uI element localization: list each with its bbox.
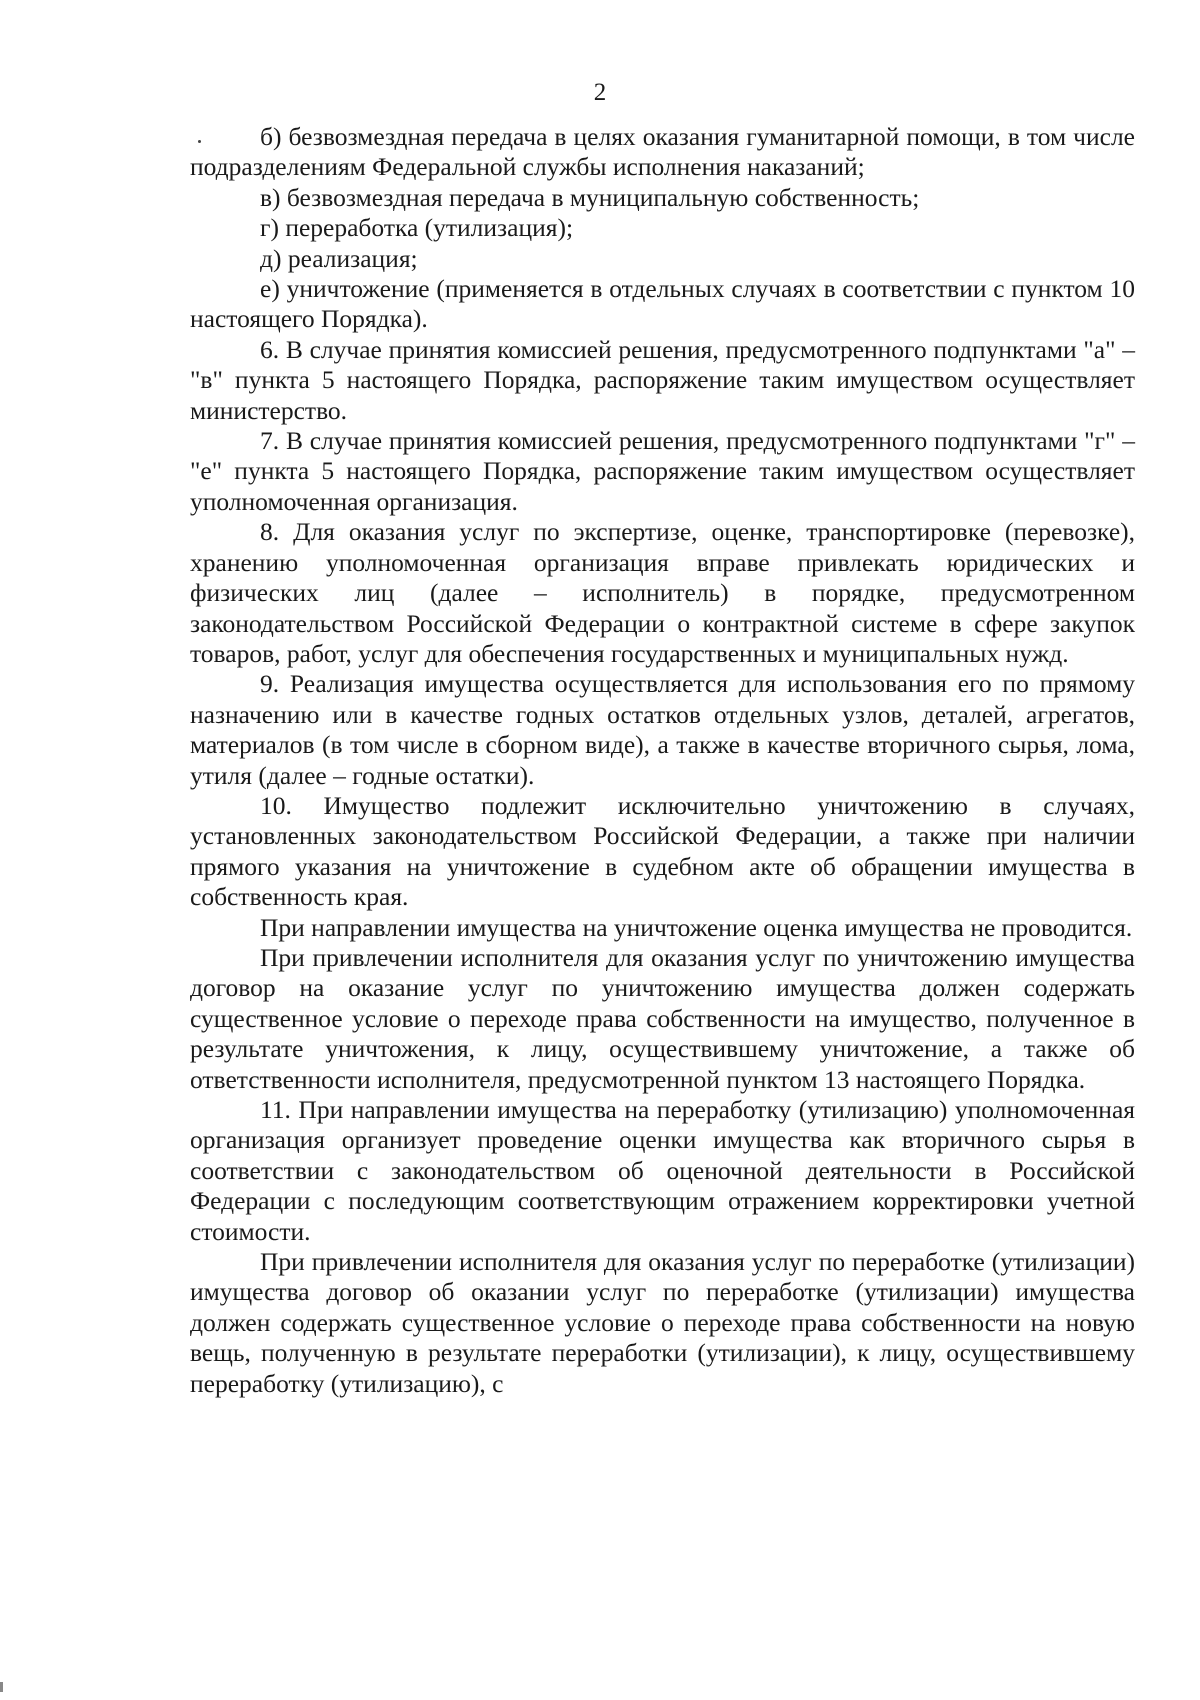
paragraph-item-b: б) безвозмездная передача в целях оказания гуманитарной помощи, в том числе подразделениям Федеральной службы исполнения наказаний;: [190, 122, 1135, 182]
paragraph-clause-10-contract: При привлечении исполнителя для оказания услуг по уничтожению имущества договор на оказание услуг по уничтожению имущества должен содержать существенное условие о переходе права собственности на имущество, полученное в результате уничтожения, к лицу, осуществившему уничтожение, а также об ответственности исполнителя, предусмотренной пунктом 13 настоящего Порядка.: [190, 942, 1135, 1094]
paragraph-item-v: в) безвозмездная передача в муниципальную собственность;: [260, 182, 920, 212]
paragraph-clause-11: 11. При направлении имущества на переработку (утилизацию) уполномоченная организация организует проведение оценки имущества как вторичного сырья в соответствии с законодательством об оценочной деятельности в Российской Федерации с последующим соответствующим отражением корректировки учетной стоимости.: [190, 1095, 1135, 1246]
paragraph-item-d: д) реализация;: [260, 243, 418, 273]
paragraph-clause-10: 10. Имущество подлежит исключительно уничтожению в случаях, установленных законодательством Российской Федерации, а также при наличии прямого указания на уничтожение в судебном акте об обращении имущества в собственность края.: [190, 790, 1135, 912]
document-body: [190, 122, 1135, 1399]
paragraph-clause-6: 6. В случае принятия комиссией решения, предусмотренного подпунктами "а" – "в" пункта 5 настоящего Порядка, распоряжение таким имуществом осуществляет министерство.: [190, 334, 1135, 425]
paragraph-clause-7: 7. В случае принятия комиссией решения, предусмотренного подпунктами "г" – "е" пункта 5 настоящего Порядка, распоряжение таким имуществом осуществляет уполномоченная организация.: [190, 426, 1135, 516]
paragraph-clause-10-valuation: При направлении имущества на уничтожение оценка имущества не проводится.: [260, 912, 1133, 942]
paragraph-clause-8: 8. Для оказания услуг по экспертизе, оценке, транспортировке (перевозке), хранению уполномоченная организация вправе привлекать юридических и физических лиц (далее – исполнитель) в порядке, предусмотренном законодательством Российской Федерации о контрактной системе в сфере закупок товаров, работ, услуг для обеспечения государственных и муниципальных нужд.: [190, 517, 1135, 668]
paragraph-clause-9: 9. Реализация имущества осуществляется для использования его по прямому назначению или в качестве годных остатков отдельных узлов, деталей, агрегатов, материалов (в том числе в сборном виде), а также в качестве вторичного сырья, лома, утиля (далее – годные остатки).: [190, 669, 1135, 790]
paragraph-item-g: г) переработка (утилизация);: [260, 213, 574, 243]
paragraph-item-e: е) уничтожение (применяется в отдельных случаях в соответствии с пунктом 10 настоящего Порядка).: [190, 274, 1135, 334]
page-number: 2: [593, 79, 607, 106]
paragraph-clause-11-contract: При привлечении исполнителя для оказания услуг по переработке (утилизации) имущества договор об оказании услуг по переработке (утилизации) имущества должен содержать существенное условие о переходе права собственности на новую вещь, полученную в результате переработки (утилизации), к лицу, осуществившему переработку (утилизацию), с: [190, 1247, 1135, 1398]
scan-artifact-edge: [0, 1682, 3, 1692]
